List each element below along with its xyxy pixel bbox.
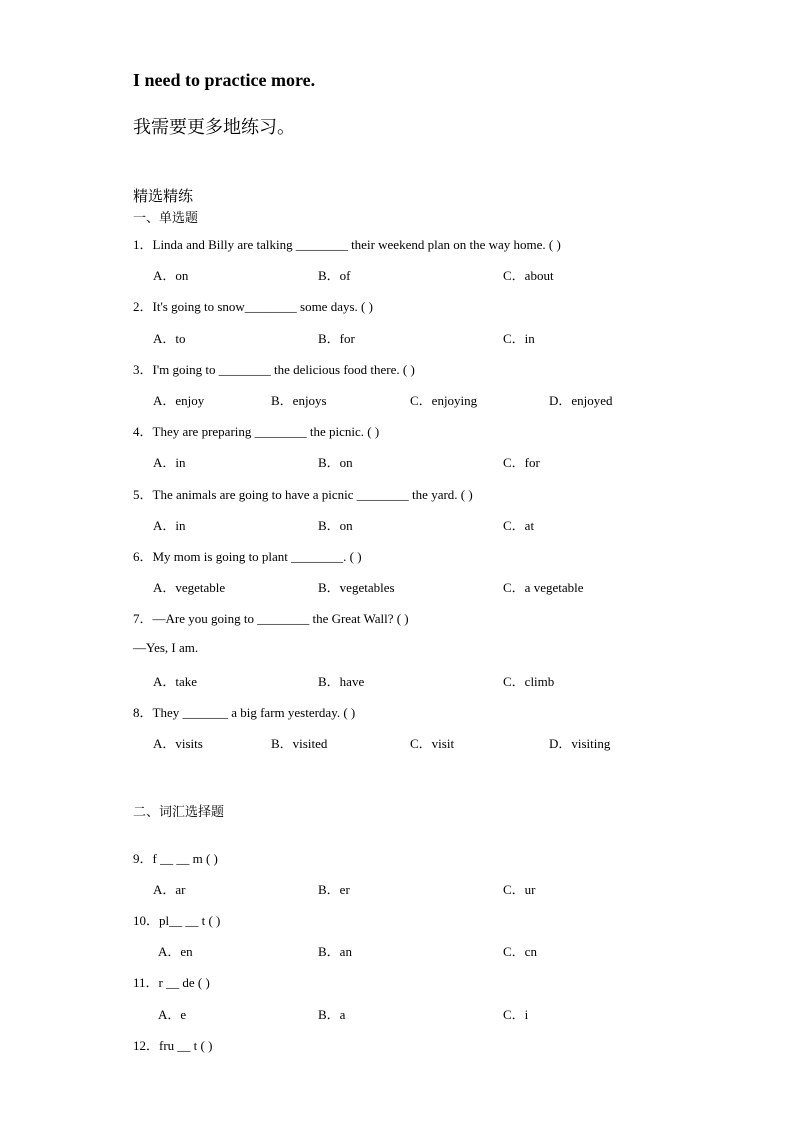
q3-option-c: C．enjoying [410, 393, 478, 408]
q11-option-a: A．e [158, 1007, 187, 1022]
heading-english: I need to practice more. [133, 70, 316, 90]
question-5: 5．The animals are going to have a picnic ________ the yard. ( ) [133, 487, 473, 502]
q11-option-b: B．a [318, 1007, 346, 1022]
question-4: 4．They are preparing ________ the picnic. ( ) [133, 424, 380, 439]
question-1: 1．Linda and Billy are talking ________ their weekend plan on the way home. ( ) [133, 237, 561, 252]
q2-option-c: C．in [503, 331, 535, 346]
q6-option-b: B．vegetables [318, 580, 395, 595]
q4-option-a: A．in [153, 455, 186, 470]
q1-option-b: B．of [318, 268, 351, 283]
q6-option-a: A．vegetable [153, 580, 226, 595]
heading-chinese: 我需要更多地练习。 [133, 117, 295, 138]
q1-option-a: A．on [153, 268, 189, 283]
question-2: 2．It's going to snow________ some days. ( ) [133, 299, 373, 314]
q6-option-c: C．a vegetable [503, 580, 584, 595]
q8-option-c: C．visit [410, 736, 455, 751]
q2-option-b: B．for [318, 331, 355, 346]
question-10: 10．pl__ __ t ( ) [133, 913, 221, 928]
q9-option-b: B．er [318, 882, 350, 897]
question-7: 7．—Are you going to ________ the Great Wall? ( ) [133, 611, 409, 626]
q7-option-b: B．have [318, 674, 365, 689]
q7-option-c: C．climb [503, 674, 555, 689]
q8-option-a: A．visits [153, 736, 203, 751]
q8-option-b: B．visited [271, 736, 328, 751]
q10-option-a: A．en [158, 944, 193, 959]
q5-option-b: B．on [318, 518, 353, 533]
q10-option-c: C．cn [503, 944, 537, 959]
section-vocabulary-choice: 二、词汇选择题 [133, 805, 225, 820]
question-8: 8．They _______ a big farm yesterday. ( ) [133, 705, 356, 720]
q9-option-c: C．ur [503, 882, 536, 897]
section-main-title: 精选精练 [133, 187, 194, 205]
question-6: 6．My mom is going to plant ________. ( ) [133, 549, 362, 564]
q3-option-a: A．enjoy [153, 393, 205, 408]
q8-option-d: D．visiting [549, 736, 611, 751]
q1-option-c: C．about [503, 268, 554, 283]
q10-option-b: B．an [318, 944, 352, 959]
question-11: 11．r __ de ( ) [133, 975, 210, 990]
q3-option-b: B．enjoys [271, 393, 327, 408]
q2-option-a: A．to [153, 331, 186, 346]
question-12: 12．fru __ t ( ) [133, 1038, 213, 1053]
q4-option-b: B．on [318, 455, 353, 470]
section-single-choice: 一、单选题 [133, 211, 199, 226]
q4-option-c: C．for [503, 455, 540, 470]
q11-option-c: C．i [503, 1007, 529, 1022]
q9-option-a: A．ar [153, 882, 186, 897]
question-3: 3．I'm going to ________ the delicious food there. ( ) [133, 362, 415, 377]
q7-dialogue-answer: —Yes, I am. [133, 640, 199, 655]
question-9: 9．f __ __ m ( ) [133, 851, 218, 866]
q7-option-a: A．take [153, 674, 198, 689]
q5-option-c: C．at [503, 518, 535, 533]
q5-option-a: A．in [153, 518, 186, 533]
q3-option-d: D．enjoyed [549, 393, 613, 408]
